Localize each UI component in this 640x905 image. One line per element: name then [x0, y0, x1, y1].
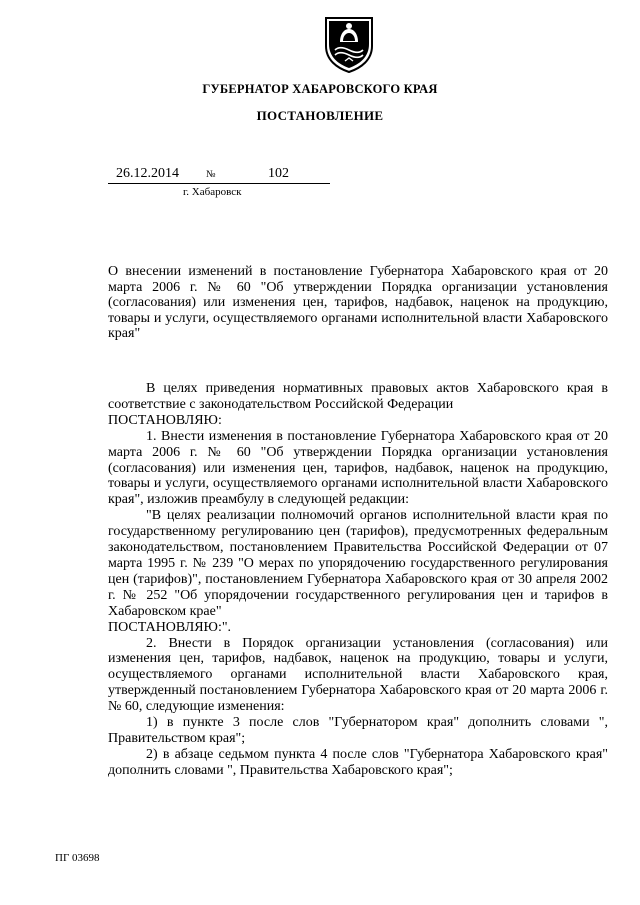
document-date: 26.12.2014	[116, 166, 179, 181]
requisites-line	[108, 166, 330, 184]
coat-of-arms-icon	[323, 14, 375, 74]
form-code: ПГ 03698	[55, 852, 100, 864]
body-paragraph: 1) в пункте 3 после слов "Губернатором края" дополнить словами ", Правительством края";	[108, 715, 608, 746]
issuer-title: ГУБЕРНАТОР ХАБАРОВСКОГО КРАЯ	[202, 82, 438, 96]
document-number: 102	[268, 166, 289, 181]
document-subject: О внесении изменений в постановление Губернатора Хабаровского края от 20 марта 2006 г. № 60 "Об утверждении Порядка организации установления (согласования) или изменения цен, тарифов, надбавок, наценок на продукцию, товары и услуги, осуществляемого органами исполнительной власти Хабаровского края"	[108, 264, 608, 341]
body-paragraph: ПОСТАНОВЛЯЮ:".	[108, 619, 232, 635]
body-paragraph: 2) в абзаце седьмом пункта 4 после слов "Губернатора Хабаровского края" дополнить словами ", Правительства Хабаровского края";	[108, 746, 608, 778]
body-paragraph: В целях приведения нормативных правовых актов Хабаровского края в соответствие с законодательством Российской Федерации	[108, 381, 608, 412]
document-body	[108, 381, 608, 779]
document-type: ПОСТАНОВЛЕНИЕ	[256, 108, 384, 123]
requisites-underline	[108, 183, 330, 184]
body-paragraph: ПОСТАНОВЛЯЮ:	[108, 412, 222, 428]
document-city: г. Хабаровск	[183, 186, 242, 198]
number-sign: №	[206, 169, 216, 180]
body-paragraph: 1. Внести изменения в постановление Губернатора Хабаровского края от 20 марта 2006 г. № 60 "Об утверждении Порядка организации установления (согласования) или изменения цен, тарифов, надбавок, наценок на продукцию, товары и услуги, осуществляемого органами исполнительной власти Хабаровского края", изложив преамбулу в следующей редакции:	[108, 428, 608, 508]
body-paragraph: 2. Внести в Порядок организации установления (согласования) или изменения цен, тарифов, надбавок, наценок на продукцию, товары и услуги, осуществляемого органами исполнительной власти Хабаровского края, утвержденный постановлением Губернатора Хабаровского края от 20 марта 2006 г. № 60, следующие изменения:	[108, 635, 608, 715]
body-paragraph: "В целях реализации полномочий органов исполнительной власти края по государственному регулированию цен (тарифов), предусмотренных федеральным законодательством, постановлением Правительства Российской Федерации от 07 марта 1995 г. № 239 "О мерах по упорядочению государственного регулирования цен (тарифов)", постановлением Губернатора Хабаровского края от 30 апреля 2002 г. № 252 "Об упорядочении государственного регулирования цен и тарифов в Хабаровском крае"	[108, 508, 608, 619]
